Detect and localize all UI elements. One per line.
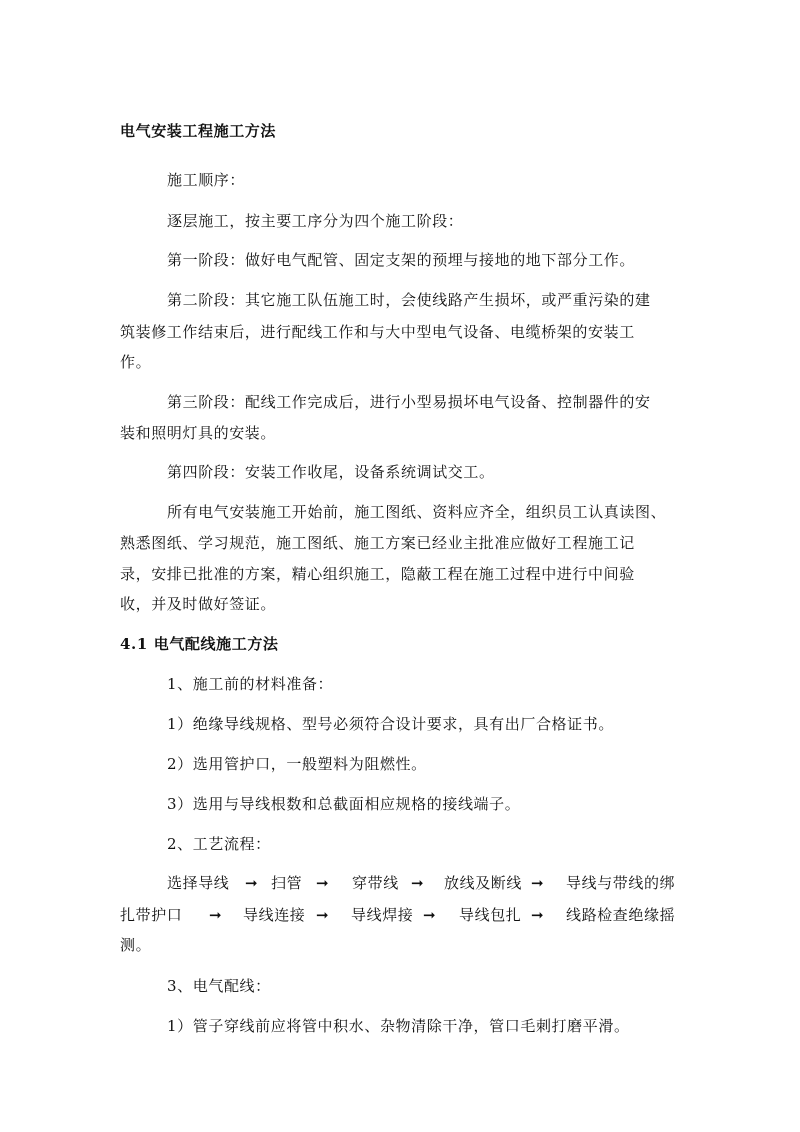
paragraph-all-line4: 收，并及时做好签证。 (120, 595, 277, 613)
arrow-right-icon: ➞ (423, 906, 436, 924)
paragraph-all-line2: 熟悉图纸、学习规范，施工图纸、施工方案已经业主批准应做好工程施工记 (120, 534, 635, 552)
flow-step: 扎带护口 (120, 906, 183, 924)
flow-step: 导线包扎 (459, 906, 522, 924)
section-heading-4-1: 4.1 电气配线施工方法 (120, 635, 279, 653)
flow-step: 测。 (120, 936, 152, 954)
item3-1: 1）管子穿线前应将管中积水、杂物清除干净，管口毛刺打磨平滑。 (167, 1017, 630, 1035)
paragraph-all-line1: 所有电气安装施工开始前，施工图纸、资料应齐全，组织员工认真读图、 (167, 503, 667, 521)
arrow-right-icon: ➞ (531, 906, 544, 924)
paragraph-stage2-line1: 第二阶段：其它施工队伍施工时，会使线路产生损坏，或严重污染的建 (167, 291, 651, 309)
flow-step: 扫管 (271, 874, 303, 892)
item3-heading: 3、电气配线： (167, 977, 271, 995)
flow-step: 放线及断线 (444, 874, 523, 892)
item1-1: 1）绝缘导线规格、型号必须符合设计要求，具有出厂合格证书。 (167, 715, 614, 733)
item1-2: 2）选用管护口，一般塑料为阻燃性。 (167, 755, 427, 773)
paragraph-stage3-line2: 装和照明灯具的安装。 (120, 424, 277, 442)
arrow-right-icon: ➞ (245, 874, 258, 892)
paragraph-stage3-line1: 第三阶段：配线工作完成后，进行小型易损坏电气设备、控制器件的安 (167, 393, 651, 411)
item2-heading: 2、工艺流程： (167, 835, 271, 853)
paragraph-order-heading: 施工顺序： (167, 171, 246, 189)
arrow-right-icon: ➞ (316, 874, 329, 892)
item1-3: 3）选用与导线根数和总截面相应规格的接线端子。 (167, 795, 521, 813)
arrow-right-icon: ➞ (209, 906, 222, 924)
flow-step: 穿带线 (352, 874, 399, 892)
paragraph-stage1: 第一阶段：做好电气配管、固定支架的预埋与接地的地下部分工作。 (167, 251, 636, 269)
item1-heading: 1、施工前的材料准备： (167, 675, 334, 693)
paragraph-layered: 逐层施工，按主要工序分为四个施工阶段： (167, 212, 464, 230)
paragraph-stage4: 第四阶段：安装工作收尾，设备系统调试交工。 (167, 463, 495, 481)
flow-step: 线路检查绝缘摇 (566, 906, 676, 924)
arrow-right-icon: ➞ (411, 874, 424, 892)
arrow-right-icon: ➞ (316, 906, 329, 924)
document-title: 电气安装工程施工方法 (120, 122, 277, 140)
flow-step: 导线焊接 (351, 906, 414, 924)
paragraph-all-line3: 录，安排已批准的方案，精心组织施工，隐蔽工程在施工过程中进行中间验 (120, 565, 635, 583)
arrow-right-icon: ➞ (531, 874, 544, 892)
paragraph-stage2-line2: 筑装修工作结束后，进行配线工作和与大中型电气设备、电缆桥架的安装工 (120, 323, 635, 341)
flow-step: 选择导线 (167, 874, 230, 892)
flow-step: 导线与带线的绑 (566, 874, 676, 892)
paragraph-stage2-line3: 作。 (120, 353, 152, 371)
flow-step: 导线连接 (243, 906, 306, 924)
